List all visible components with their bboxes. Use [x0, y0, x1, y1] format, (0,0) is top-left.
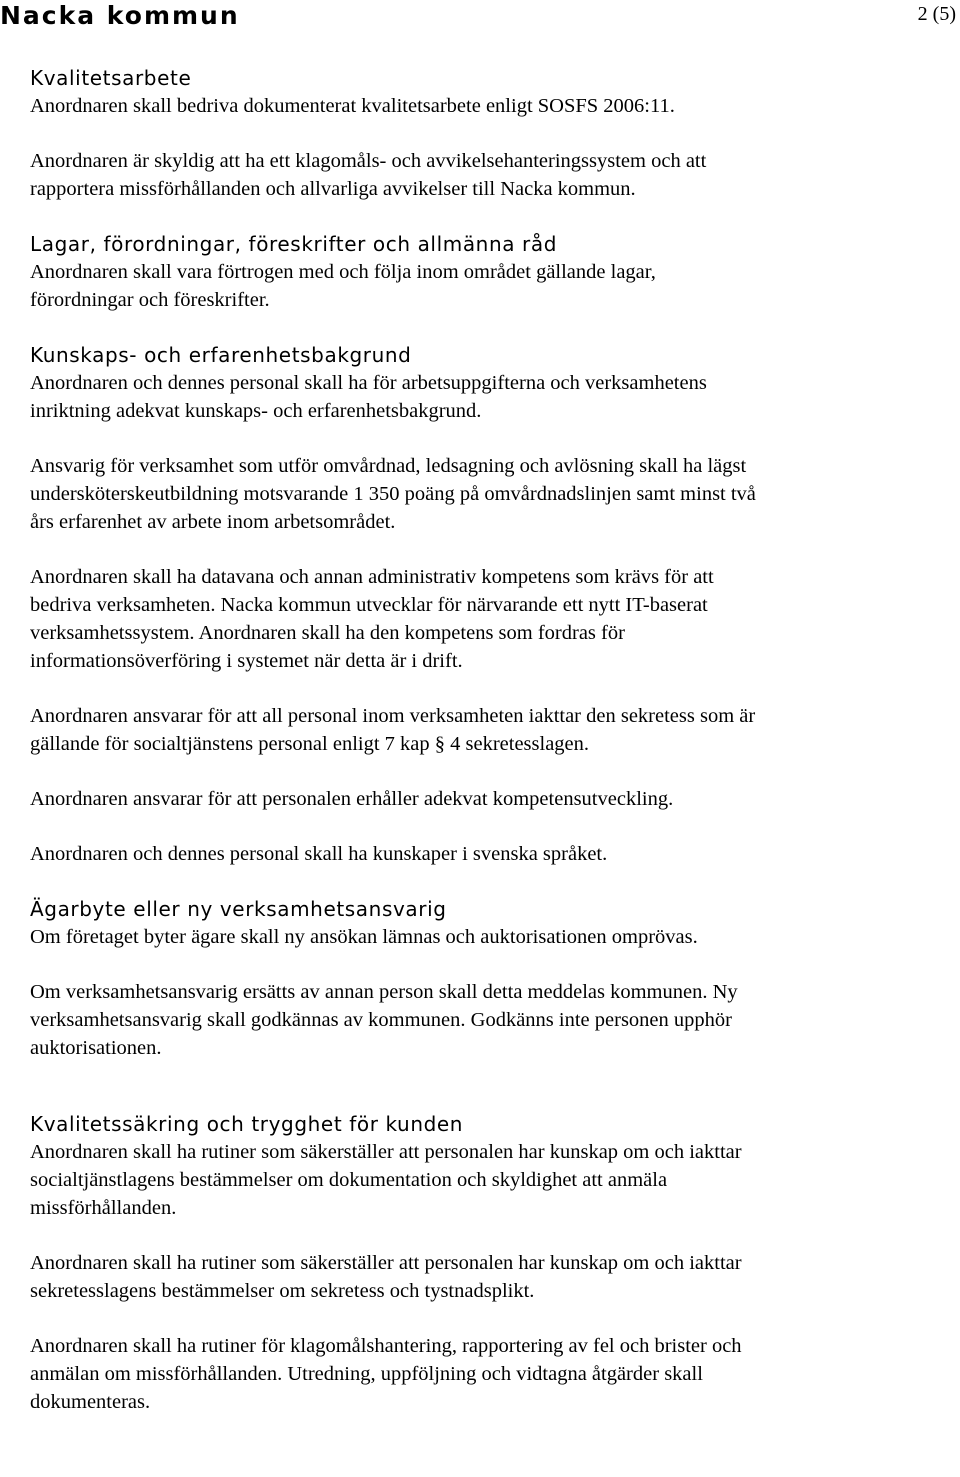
section-heading: Kunskaps- och erfarenhetsbakgrund — [30, 343, 412, 367]
paragraph — [30, 840, 930, 868]
paragraph-line: Om företaget byter ägare skall ny ansökan lämnas och auktorisationen omprövas. — [30, 926, 698, 948]
paragraph-line: Anordnaren skall ha datavana och annan administrativ kompetens som krävs för att — [30, 566, 714, 588]
paragraph-line: Anordnaren skall ha rutiner för klagomålshantering, rapportering av fel och brister och — [30, 1335, 742, 1357]
section-heading: Kvalitetssäkring och trygghet för kunden — [30, 1112, 464, 1136]
paragraph-line: Anordnaren skall bedriva dokumenterat kvalitetsarbete enligt SOSFS 2006:11. — [30, 95, 675, 117]
paragraph-line: socialtjänstlagens bestämmelser om dokumentation och skyldighet att anmäla — [30, 1169, 668, 1191]
paragraph — [30, 785, 930, 813]
paragraph-line: Anordnaren skall ha rutiner som säkerställer att personalen har kunskap om och iakttar — [30, 1252, 742, 1274]
paragraph-line: Anordnaren och dennes personal skall ha kunskaper i svenska språket. — [30, 843, 608, 865]
paragraph — [30, 923, 930, 951]
paragraph-line: undersköterskeutbildning motsvarande 1 350 poäng på omvårdnadslinjen samt minst två — [30, 483, 756, 505]
paragraph — [30, 369, 930, 425]
paragraph — [30, 978, 930, 1062]
paragraph — [30, 147, 930, 203]
document-section — [30, 895, 930, 1062]
paragraph-line: Anordnaren skall ha rutiner som säkerställer att personalen har kunskap om och iakttar — [30, 1141, 742, 1163]
organization-name: Nacka kommun — [0, 1, 240, 30]
section-heading: Ägarbyte eller ny verksamhetsansvarig — [30, 897, 447, 921]
section-heading: Kvalitetsarbete — [30, 66, 192, 90]
document-body — [30, 64, 930, 1443]
paragraph — [30, 563, 930, 675]
page-number: 2 (5) — [917, 3, 956, 25]
paragraph-line: bedriva verksamheten. Nacka kommun utvecklar för närvarande ett nytt IT-baserat — [30, 594, 708, 616]
paragraph-line: Anordnaren och dennes personal skall ha för arbetsuppgifterna och verksamhetens — [30, 372, 707, 394]
section-heading: Lagar, förordningar, föreskrifter och allmänna råd — [30, 232, 558, 256]
paragraph-line: dokumenteras. — [30, 1391, 151, 1413]
paragraph-line: informationsöverföring i systemet när detta är i drift. — [30, 650, 463, 672]
paragraph — [30, 1138, 930, 1222]
paragraph-line: rapportera missförhållanden och allvarliga avvikelser till Nacka kommun. — [30, 178, 636, 200]
paragraph-line: anmälan om missförhållanden. Utredning, uppföljning och vidtagna åtgärder skall — [30, 1363, 703, 1385]
paragraph-line: Anordnaren ansvarar för att personalen erhåller adekvat kompetensutveckling. — [30, 788, 674, 810]
paragraph-line: auktorisationen. — [30, 1037, 162, 1059]
paragraph — [30, 452, 930, 536]
paragraph-line: Om verksamhetsansvarig ersätts av annan person skall detta meddelas kommunen. Ny — [30, 981, 738, 1003]
paragraph-line: inriktning adekvat kunskaps- och erfarenhetsbakgrund. — [30, 400, 482, 422]
paragraph — [30, 1332, 930, 1416]
paragraph-line: missförhållanden. — [30, 1197, 177, 1219]
paragraph — [30, 92, 930, 120]
paragraph — [30, 702, 930, 758]
paragraph-line: Anordnaren skall vara förtrogen med och följa inom området gällande lagar, — [30, 261, 656, 283]
paragraph-line: verksamhetsansvarig skall godkännas av kommunen. Godkänns inte personen upphör — [30, 1009, 732, 1031]
document-section — [30, 341, 930, 868]
page-header — [0, 0, 960, 40]
paragraph-line: sekretesslagens bestämmelser om sekretess och tystnadsplikt. — [30, 1280, 535, 1302]
paragraph-line: förordningar och föreskrifter. — [30, 289, 270, 311]
document-section — [30, 1110, 930, 1416]
document-section — [30, 230, 930, 314]
paragraph-line: gällande för socialtjänstens personal enligt 7 kap § 4 sekretesslagen. — [30, 733, 590, 755]
document-section — [30, 64, 930, 203]
paragraph-line: Anordnaren är skyldig att ha ett klagomåls- och avvikelsehanteringssystem och att — [30, 150, 707, 172]
paragraph-line: verksamhetssystem. Anordnaren skall ha den kompetens som fordras för — [30, 622, 625, 644]
paragraph-line: Ansvarig för verksamhet som utför omvårdnad, ledsagning och avlösning skall ha lägst — [30, 455, 747, 477]
paragraph-line: Anordnaren ansvarar för att all personal inom verksamheten iakttar den sekretess som är — [30, 705, 756, 727]
paragraph — [30, 258, 930, 314]
paragraph — [30, 1249, 930, 1305]
paragraph-line: års erfarenhet av arbete inom arbetsområdet. — [30, 511, 396, 533]
